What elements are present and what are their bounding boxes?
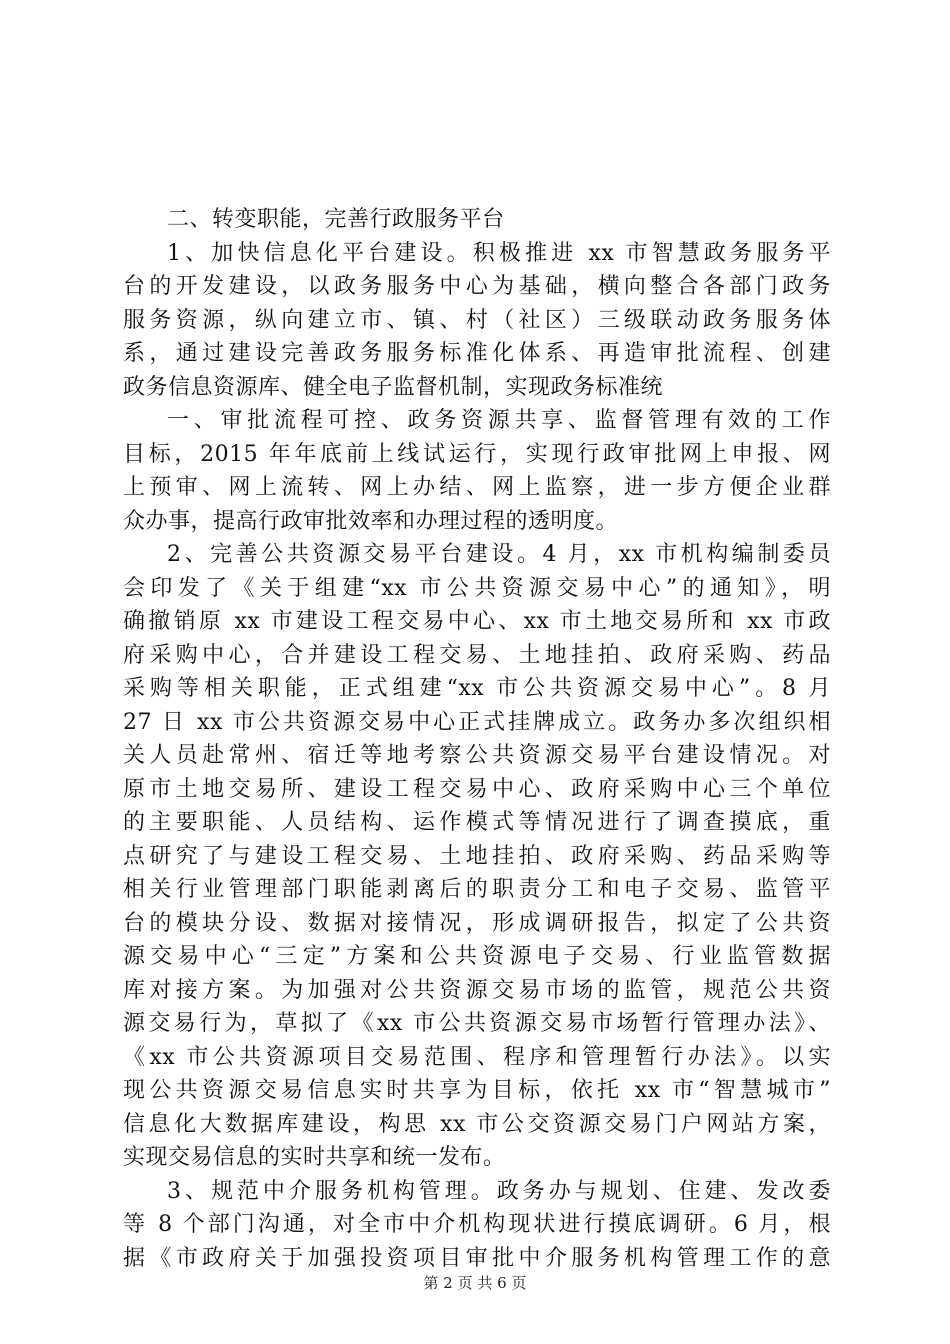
- text-line: 确撤销原 xx 市建设工程交易中心、xx 市土地交易所和 xx 市政: [123, 609, 831, 634]
- text-line: 台的模块分设、数据对接情况，形成调研报告，拟定了公共资: [123, 910, 831, 936]
- page-footer: 第 2 页 共 6 页: [423, 1274, 527, 1292]
- text-line: 原市土地交易所、建设工程交易中心、政府采购中心三个单位: [123, 776, 831, 802]
- text-line: 实现交易信息的实时共享和统一发布。: [123, 1145, 506, 1170]
- text-line: 点研究了与建设工程交易、土地挂拍、政府采购、药品采购等: [123, 843, 831, 869]
- text-line: 1、加快信息化平台建设。积极推进 xx 市智慧政务服务平: [167, 240, 831, 266]
- document-body: [123, 203, 831, 1275]
- text-line: 源交易中心“三定”方案和公共资源电子交易、行业监管数据: [123, 944, 831, 969]
- text-line: 《xx 市公共资源项目交易范围、程序和管理暂行办法》。以实: [123, 1044, 831, 1070]
- text-line: 库对接方案。为加强对公共资源交易市场的监管，规范公共资: [123, 977, 831, 1003]
- text-line: 源交易行为，草拟了《xx 市公共资源交易市场暂行管理办法》、: [123, 1011, 831, 1036]
- text-line: 相关行业管理部门职能剥离后的职责分工和电子交易、监管平: [123, 877, 831, 902]
- text-line: 27 日 xx 市公共资源交易中心正式挂牌成立。政务办多次组织相: [123, 709, 831, 735]
- text-line: 政务信息资源库、健全电子监督机制，实现政务标准统: [123, 374, 664, 400]
- text-line: 目标，2015 年年底前上线试运行，实现行政审批网上申报、网: [123, 441, 831, 467]
- text-line: 关人员赴常州、宿迁等地考察公共资源交易平台建设情况。对: [123, 743, 831, 768]
- text-line: 据《市政府关于加强投资项目审批中介服务机构管理工作的意: [123, 1245, 831, 1271]
- text-line: 3、规范中介服务机构管理。政务办与规划、住建、发改委: [167, 1178, 831, 1204]
- text-line: 采购等相关职能，正式组建“xx 市公共资源交易中心”。8 月: [123, 676, 831, 701]
- text-line: 众办事，提高行政审批效率和办理过程的透明度。: [123, 508, 619, 534]
- text-line: 2、完善公共资源交易平台建设。4 月，xx 市机构编制委员: [167, 542, 831, 567]
- text-line: 的主要职能、人员结构、运作模式等情况进行了调查摸底，重: [123, 810, 831, 835]
- text-line: 府采购中心，合并建设工程交易、土地挂拍、政府采购、药品: [123, 642, 831, 668]
- text-line: 信息化大数据库建设，构思 xx 市公交资源交易门户网站方案，: [123, 1111, 831, 1137]
- text-line: 台的开发建设，以政务服务中心为基础，横向整合各部门政务: [123, 274, 831, 299]
- text-line: 会印发了《关于组建“xx 市公共资源交易中心”的通知》，明: [123, 575, 831, 601]
- text-line: 一、审批流程可控、政务资源共享、监督管理有效的工作: [167, 408, 831, 433]
- text-line: 等 8 个部门沟通，对全市中介机构现状进行摸底调研。6 月，根: [123, 1212, 831, 1237]
- text-line: 二、转变职能，完善行政服务平台: [167, 207, 505, 232]
- text-line: 系，通过建设完善政务服务标准化体系、再造审批流程、创建: [123, 341, 831, 366]
- text-line: 现公共资源交易信息实时共享为目标，依托 xx 市“智慧城市”: [123, 1078, 831, 1103]
- text-line: 服务资源，纵向建立市、镇、村（社区）三级联动政务服务体: [123, 307, 831, 333]
- text-line: 上预审、网上流转、网上办结、网上监察，进一步方便企业群: [123, 475, 831, 500]
